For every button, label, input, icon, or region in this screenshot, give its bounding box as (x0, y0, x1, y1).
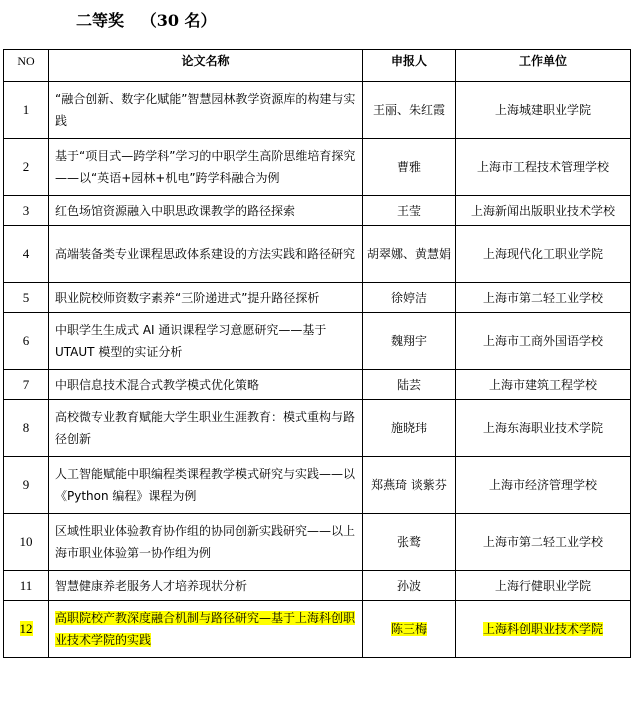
row-title: 高端装备类专业课程思政体系建设的方法实践和路径研究 (49, 226, 363, 283)
header-title: 论文名称 (49, 50, 363, 82)
table-row (4, 313, 631, 370)
row-title: “融合创新、数字化赋能”智慧园林教学资源库的构建与实践 (49, 82, 363, 139)
table-row (4, 139, 631, 196)
header-unit: 工作单位 (456, 50, 631, 82)
header-no: NO (4, 50, 49, 82)
row-applicant: 徐婷洁 (363, 283, 456, 313)
table-row-highlighted (4, 601, 631, 658)
row-unit: 上海现代化工职业学院 (456, 226, 631, 283)
row-applicant: 王莹 (363, 196, 456, 226)
row-unit: 上海市工程技术管理学校 (456, 139, 631, 196)
row-applicant: 陆芸 (363, 370, 456, 400)
row-unit: 上海市经济管理学校 (456, 457, 631, 514)
row-applicant: 孙波 (363, 571, 456, 601)
row-number: 1 (4, 82, 49, 139)
row-applicant (363, 601, 456, 658)
row-number: 10 (4, 514, 49, 571)
table-header-row (4, 50, 631, 82)
row-title: 智慧健康养老服务人才培养现状分析 (49, 571, 363, 601)
row-title: 中职学生生成式 AI 通识课程学习意愿研究——基于 UTAUT 模型的实证分析 (49, 313, 363, 370)
row-applicant: 王丽、朱红霞 (363, 82, 456, 139)
row-title: 职业院校师资数字素养“三阶递进式”提升路径探析 (49, 283, 363, 313)
highlight-mark: 12 (19, 621, 33, 636)
row-number: 8 (4, 400, 49, 457)
row-number: 5 (4, 283, 49, 313)
row-number: 7 (4, 370, 49, 400)
row-number (4, 601, 49, 658)
row-applicant: 曹雅 (363, 139, 456, 196)
highlight-mark: 陈三梅 (390, 622, 427, 636)
award-heading: 二等奖 （30 名） (76, 11, 217, 30)
row-applicant: 郑燕琦 谈紫芬 (363, 457, 456, 514)
table-row (4, 283, 631, 313)
row-title: 区域性职业体验教育协作组的协同创新实践研究——以上海市职业体验第一协作组为例 (49, 514, 363, 571)
header-applicant: 申报人 (363, 50, 456, 82)
row-unit: 上海行健职业学院 (456, 571, 631, 601)
table-row (4, 82, 631, 139)
award-table (3, 49, 631, 658)
table-row (4, 571, 631, 601)
row-number: 3 (4, 196, 49, 226)
row-number: 4 (4, 226, 49, 283)
row-applicant: 魏翔宇 (363, 313, 456, 370)
row-title: 人工智能赋能中职编程类课程教学模式研究与实践——以《Python 编程》课程为例 (49, 457, 363, 514)
row-unit: 上海市建筑工程学校 (456, 370, 631, 400)
row-number: 6 (4, 313, 49, 370)
table-row (4, 457, 631, 514)
row-unit: 上海城建职业学院 (456, 82, 631, 139)
row-title: 中职信息技术混合式教学模式优化策略 (49, 370, 363, 400)
table-row (4, 196, 631, 226)
row-number: 9 (4, 457, 49, 514)
table-row (4, 400, 631, 457)
row-applicant: 胡翠娜、黄慧娟 (363, 226, 456, 283)
row-unit: 上海东海职业技术学院 (456, 400, 631, 457)
table-row (4, 514, 631, 571)
row-number: 2 (4, 139, 49, 196)
row-title: 基于“项目式—跨学科”学习的中职学生高阶思维培育探究——以“英语+园林+机电”跨学科融合为例 (49, 139, 363, 196)
highlight-mark: 上海科创职业技术学院 (482, 622, 603, 636)
row-unit: 上海新闻出版职业技术学校 (456, 196, 631, 226)
row-unit (456, 601, 631, 658)
row-number: 11 (4, 571, 49, 601)
row-title (49, 601, 363, 658)
row-applicant: 施晓玮 (363, 400, 456, 457)
row-title: 红色场馆资源融入中职思政课教学的路径探索 (49, 196, 363, 226)
row-unit: 上海市第二轻工业学校 (456, 283, 631, 313)
row-unit: 上海市第二轻工业学校 (456, 514, 631, 571)
row-title: 高校微专业教育赋能大学生职业生涯教育：模式重构与路径创新 (49, 400, 363, 457)
table-row (4, 226, 631, 283)
highlight-mark: 高职院校产教深度融合机制与路径研究—基于上海科创职业技术学院的实践 (55, 611, 356, 647)
row-applicant: 张鹜 (363, 514, 456, 571)
row-unit: 上海市工商外国语学校 (456, 313, 631, 370)
table-row (4, 370, 631, 400)
